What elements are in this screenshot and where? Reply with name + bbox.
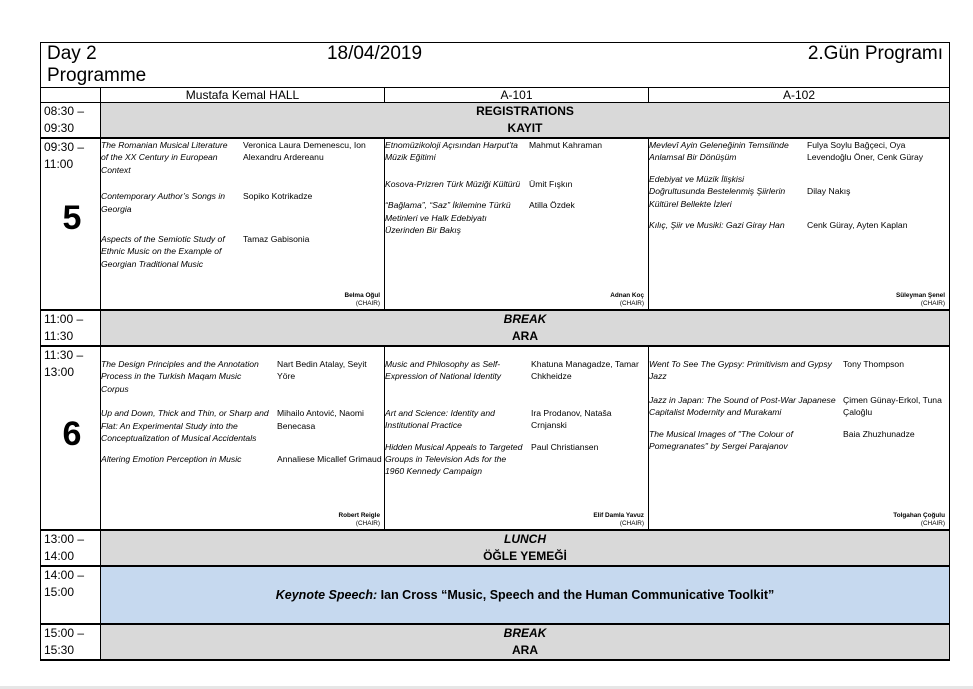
time-start: 11:00 – [44,312,84,326]
presentation [649,173,949,210]
time-end: 14:00 [44,549,75,563]
presentation-authors: Fulya Soylu Bağçeci, Oya Levendoğlu Öner, Cenk Güray [807,140,924,163]
presentation [385,407,648,432]
presentation-title: Art and Science: Identity and Institutional Practice [385,407,495,431]
break-label-turkish: ARA [512,329,538,343]
presentation-authors: Cenk Güray, Ayten Kaplan [807,220,908,231]
keynote-time [41,566,101,624]
time-start: 13:00 – [44,532,85,546]
chair-label [338,512,380,528]
presentation-title: Mevlevî Ayin Geleneğinin Temsilinde Anlamsal Bir Dönüşüm [649,140,789,163]
break1-cell [101,310,950,346]
lunch-cell [101,530,950,566]
presentation [101,190,384,215]
session-number: 5 [62,199,82,237]
presentation-title: Edebiyat ve Müzik İlişkisi Doğrultusunda Bestelenmiş Şiirlerin Kültürel Bellekte İzleri [649,173,786,209]
registration-time [41,103,101,139]
session6-row [41,346,950,530]
registration-row [41,103,950,139]
session6-time [41,346,101,530]
session6-hall2 [385,346,649,530]
presentation [649,358,949,383]
session5-row [41,138,950,310]
presentation-title: Music and Philosophy as Self-Expression of National Identity [385,359,502,382]
presentation [101,407,384,444]
chair-role: (CHAIR) [619,300,644,307]
session5-time [41,138,101,310]
presentation-title: Up and Down, Thick and Thin, or Sharp and Flat: An Experimental Study into the Conceptualization of Musical Accidentals [101,408,269,444]
presentation-title: Kosova-Prizren Türk Müziği Kültürü [385,178,521,189]
session5-hall3 [649,138,950,310]
keynote-title: Ian Cross “Music, Speech and the Human Communicative Toolkit” [377,588,775,602]
presentation [649,428,949,453]
presentation-authors: Çimen Günay-Erkol, Tuna Çaloğlu [843,394,942,418]
presentation [649,394,949,419]
lunch-label: LUNCH [504,532,546,546]
chair-label [893,512,945,528]
break1-time [41,310,101,346]
presentation-title: Aspects of the Semiotic Study of Ethnic Music on the Example of Georgian Traditional Music [101,234,225,269]
presentation-authors: Ira Prodanov, Nataša Crnjanski [531,407,612,431]
session6-hall3 [649,346,950,530]
break-label: BREAK [503,626,547,640]
presentation-title: Jazz in Japan: The Sound of Post-War Japanese Capitalist Modernity and Murakami [649,394,836,418]
keynote-row [41,566,950,624]
hall-time-header [41,88,101,103]
chair-label [593,512,644,528]
presentation-authors: Ümit Fışkın [529,178,573,189]
presentation-authors: Dilay Nakış [807,185,851,196]
chair-name: Belma Oğul [344,292,380,299]
chair-label [344,292,380,308]
presentation [385,358,648,383]
chair-role: (CHAIR) [920,520,945,527]
presentation-authors: Nart Bedin Atalay, Seyit Yöre [277,359,367,382]
presentation-title: Contemporary Author’s Songs in Georgia [101,191,226,214]
presentation [101,139,384,176]
hall-row [41,88,950,103]
presentation-authors: Mihailo Antović, Naomi Benecasa [277,408,364,431]
hall-header-2: A-101 [385,88,649,103]
lunch-label-turkish: ÖĞLE YEMEĞİ [483,549,567,563]
presentation [101,453,384,465]
chair-role: (CHAIR) [619,520,644,527]
presentation-title: The Romanian Musical Literature of the XX Century in European Context [101,140,228,175]
session5-hall2 [385,138,649,310]
chair-role: (CHAIR) [355,520,380,527]
keynote-cell [101,566,950,624]
break-label-turkish: ARA [512,643,538,657]
break2-cell [101,624,950,660]
hall-header-3: A-102 [649,88,950,103]
break2-row [41,624,950,660]
time-start: 08:30 – [44,104,85,118]
time-start: 09:30 – [44,140,85,154]
break-label: BREAK [503,312,547,326]
chair-label [896,292,945,308]
title-row [41,43,950,88]
session-number: 6 [62,415,82,453]
registration-label-turkish: KAYIT [507,121,543,135]
presentation-title: “Bağlama”, “Saz” İkilemine Türkü Metinleri ve Halk Edebiyatı Üzerinden Bir Bakış [385,200,511,236]
registration-label: REGISTRATIONS [476,104,574,118]
lunch-row [41,530,950,566]
time-end: 09:30 [44,121,75,135]
hall-header-1: Mustafa Kemal HALL [101,88,385,103]
time-start: 11:30 – [44,348,84,362]
presentation-authors: Sopiko Kotrikadze [243,191,313,202]
chair-role: (CHAIR) [355,300,380,307]
break2-time [41,624,101,660]
time-end: 13:00 [44,365,75,379]
presentation-title: Went To See The Gypsy: Primitivism and Gypsy Jazz [649,359,832,382]
chair-name: Elif Damla Yavuz [593,512,644,519]
chair-name: Tolgahan Çoğulu [893,512,945,519]
presentation-title: Etnomüzikoloji Açısından Harput’ta Müzik Eğitimi [385,140,518,163]
presentation-authors: Veronica Laura Demenescu, Ion Alexandru Ardereanu [243,140,366,163]
lunch-time [41,530,101,566]
chair-name: Robert Reigle [338,512,380,519]
day-title: Day 2 Programme [41,43,101,88]
presentation [385,441,648,478]
presentation-authors: Tony Thompson [843,359,904,369]
presentation [385,139,648,164]
presentation-authors: Annaliese Micallef Grimaud [277,454,382,465]
time-start: 14:00 – [44,568,85,582]
presentation-authors: Tamaz Gabisonia [243,234,310,245]
presentation-authors: Mahmut Kahraman [529,140,603,150]
date-title: 18/04/2019 [101,43,649,88]
presentation [385,199,648,236]
presentation [385,178,648,190]
presentation [101,358,384,395]
presentation-title: Kılıç, Şiir ve Musiki: Gazi Giray Han [649,220,785,231]
day-title-turkish: 2.Gün Programı [649,43,950,88]
time-end: 15:30 [44,643,75,657]
presentation-authors: Khatuna Managadze, Tamar Chkheidze [531,359,639,382]
presentation [649,139,949,164]
time-end: 11:30 [44,329,74,343]
programme-table [40,42,950,661]
presentation-title: Altering Emotion Perception in Music [101,454,242,465]
session6-hall1 [101,346,385,530]
chair-name: Süleyman Şenel [895,292,945,299]
presentation-authors: Paul Christiansen [531,441,599,452]
presentation-title: Hidden Musical Appeals to Targeted Groups in Television Ads for the 1960 Kennedy Campaign [385,441,523,477]
presentation [101,233,384,270]
chair-role: (CHAIR) [920,300,945,307]
time-end: 15:00 [44,585,75,599]
keynote-label: Keynote Speech: [275,588,378,602]
time-start: 15:00 – [44,626,85,640]
chair-label [610,292,644,308]
registration-cell [101,103,950,139]
presentation-authors: Atilla Özdek [529,200,575,211]
time-end: 11:00 [44,157,74,171]
break1-row [41,310,950,346]
chair-name: Adnan Koç [610,292,644,299]
session5-hall1 [101,138,385,310]
presentation-title: The Musical Images of "The Colour of Pomegranates" by Sergei Parajanov [649,428,793,452]
presentation [649,219,949,231]
presentation-authors: Baia Zhuzhunadze [843,428,915,439]
presentation-title: The Design Principles and the Annotation Process in the Turkish Maqam Music Corpus [101,359,259,394]
